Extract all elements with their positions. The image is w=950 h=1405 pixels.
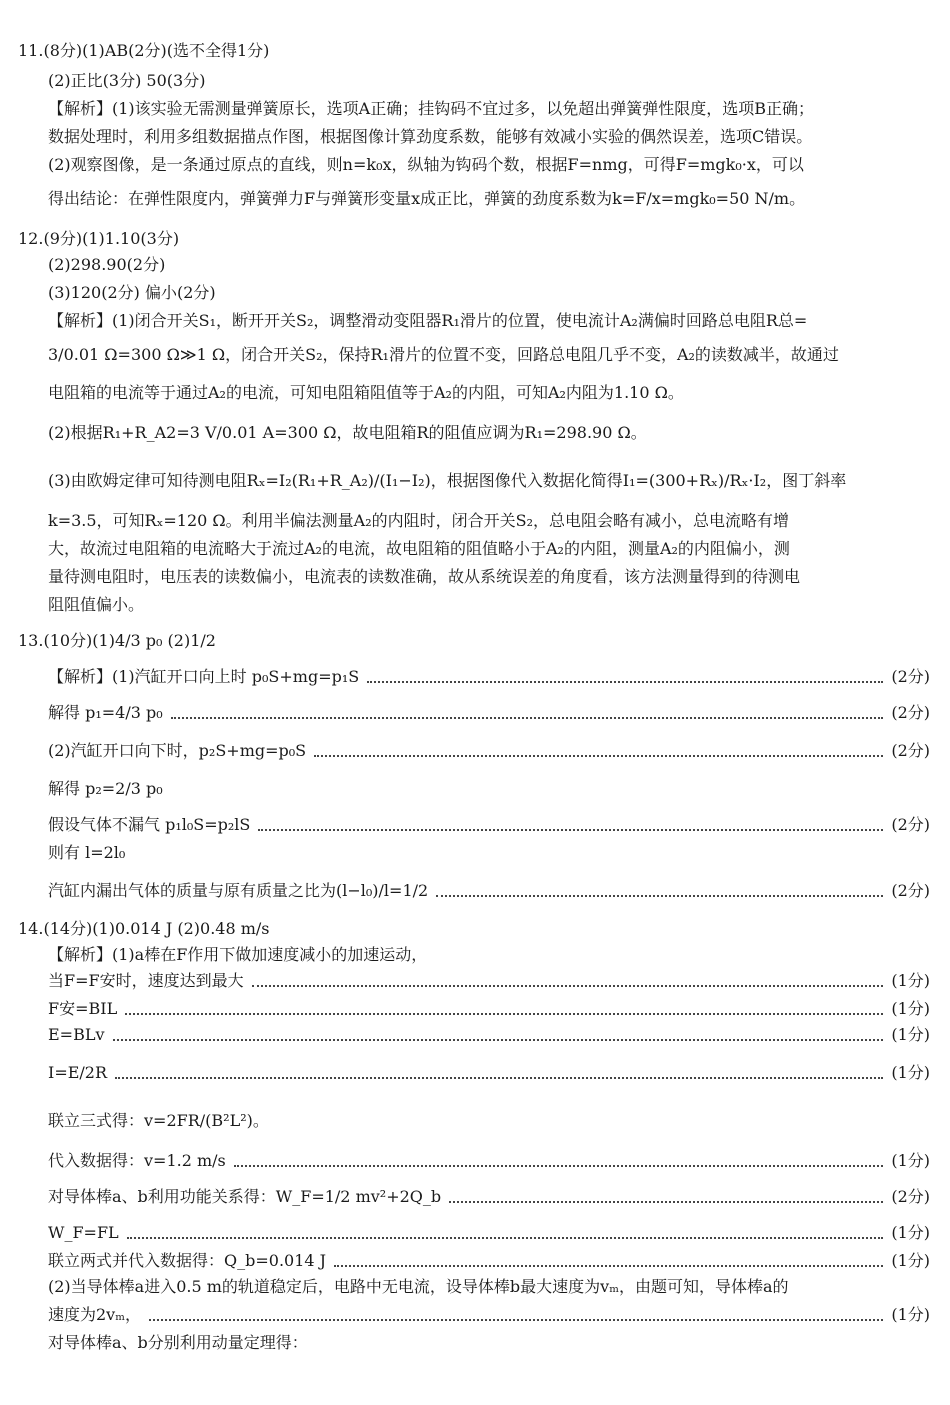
leader-dots — [334, 1264, 883, 1267]
q14-analysis-7: 联立三式得：v=2FR/(B²L²)。 — [48, 1111, 269, 1130]
q13-step-1-text: 【解析】(1)汽缸开口向上时 p₀S+mg=p₁S — [48, 667, 360, 686]
leader-dots — [127, 1236, 884, 1239]
q14-step-5-text: 代入数据得：v=1.2 m/s — [48, 1151, 226, 1170]
q14-step-4-text: I=E/2R — [48, 1063, 108, 1082]
q13-step-4: 解得 p₂=2/3 p₀ — [48, 779, 163, 798]
q13-step-7 — [48, 880, 930, 902]
q13-step-3 — [48, 740, 930, 762]
q14-step-8 — [48, 1250, 930, 1272]
q13-header: 13.(10分)(1)4/3 p₀ (2)1/2 — [18, 631, 216, 650]
q14-step-9-score: (1分) — [891, 1305, 930, 1324]
q14-step-1-score: (1分) — [891, 971, 930, 990]
q13-step-1-score: (2分) — [891, 667, 930, 686]
q11-analysis-3: (2)观察图像，是一条通过原点的直线，则n=k₀x，纵轴为钩码个数，根据F=nmg，可得F=mgk₀·x，可以 — [48, 155, 804, 174]
q13-step-3-text: (2)汽缸开口向下时，p₂S+mg=p₀S — [48, 741, 307, 760]
q12-analysis-7: 大，故流过电阻箱的电流略大于流过A₂的电流，故电阻箱的阻值略小于A₂的内阻，测量A₂的内阻偏小，测 — [48, 539, 790, 558]
leader-dots — [234, 1164, 884, 1167]
q14-step-1-text: 当F=F安时，速度达到最大 — [48, 971, 244, 990]
q12-analysis-5: (3)由欧姆定律可知待测电阻Rₓ=I₂(R₁+R_A₂)/(I₁−I₂)，根据图像代入数据化简得I₁=(300+Rₓ)/Rₓ·I₂，图丁斜率 — [48, 471, 847, 490]
q12-analysis-2: 3/0.01 Ω=300 Ω≫1 Ω，闭合开关S₂，保持R₁滑片的位置不变，回路总电阻几乎不变，A₂的读数减半，故通过 — [48, 345, 839, 364]
leader-dots — [314, 754, 883, 757]
q14-step-7 — [48, 1222, 930, 1244]
q14-step-6 — [48, 1186, 930, 1208]
q13-step-3-score: (2分) — [891, 741, 930, 760]
q12-analysis-8: 量待测电阻时，电压表的读数偏小，电流表的读数准确，故从系统误差的角度看，该方法测量得到的待测电 — [48, 567, 801, 586]
q14-header: 14.(14分)(1)0.014 J (2)0.48 m/s — [18, 919, 270, 938]
q12-analysis-1: 【解析】(1)闭合开关S₁，断开开关S₂，调整滑动变阻器R₁滑片的位置，使电流计A₂满偏时回路总电阻R总= — [48, 311, 808, 330]
q13-step-7-score: (2分) — [891, 881, 930, 900]
q14-step-3-score: (1分) — [891, 1025, 930, 1044]
q14-step-2-text: F安=BIL — [48, 999, 118, 1018]
leader-dots — [113, 1038, 884, 1041]
q14-step-7-score: (1分) — [891, 1223, 930, 1242]
leader-dots — [252, 984, 884, 987]
q14-step-9 — [48, 1304, 930, 1326]
leader-dots — [436, 894, 883, 897]
q12-analysis-3: 电阻箱的电流等于通过A₂的电流，可知电阻箱阻值等于A₂的内阻，可知A₂内阻为1.10 Ω。 — [48, 383, 684, 402]
q13-step-2-score: (2分) — [891, 703, 930, 722]
q14-step-1 — [48, 970, 930, 992]
q12-answer-3: (3)120(2分) 偏小(2分) — [48, 283, 216, 302]
q12-analysis-6: k=3.5，可知Rₓ=120 Ω。利用半偏法测量A₂的内阻时，闭合开关S₂，总电阻会略有减小，总电流略有增 — [48, 511, 790, 530]
leader-dots — [125, 1012, 883, 1015]
q14-analysis-1: 【解析】(1)a棒在F作用下做加速度减小的加速运动， — [48, 945, 428, 964]
q14-step-5 — [48, 1150, 930, 1172]
q13-step-2-text: 解得 p₁=4/3 p₀ — [48, 703, 163, 722]
q14-step-9-text: 速度为2vₘ， — [48, 1305, 142, 1324]
q14-analysis-13: (2)当导体棒a进入0.5 m的轨道稳定后，电路中无电流，设导体棒b最大速度为vₘ，由题可知，导体棒a的 — [48, 1277, 789, 1296]
q11-analysis-4: 得出结论：在弹性限度内，弹簧弹力F与弹簧形变量x成正比，弹簧的劲度系数为k=F/x=mgk₀=50 N/m。 — [48, 189, 806, 208]
q14-step-3 — [48, 1024, 930, 1046]
leader-dots — [115, 1076, 883, 1079]
q14-step-2 — [48, 998, 930, 1020]
q14-step-5-score: (1分) — [891, 1151, 930, 1170]
q14-step-7-text: W_F=FL — [48, 1223, 119, 1242]
leader-dots — [171, 716, 884, 719]
q14-step-4-score: (1分) — [891, 1063, 930, 1082]
q14-step-2-score: (1分) — [891, 999, 930, 1018]
q13-step-5 — [48, 814, 930, 836]
q14-step-8-score: (1分) — [891, 1251, 930, 1270]
q13-step-7-text: 汽缸内漏出气体的质量与原有质量之比为(l−l₀)/l=1/2 — [48, 881, 429, 900]
leader-dots — [367, 680, 883, 683]
q14-analysis-15: 对导体棒a、b分别利用动量定理得： — [48, 1333, 308, 1352]
q13-step-2 — [48, 702, 930, 724]
q13-step-1 — [48, 666, 930, 688]
q12-answer-2: (2)298.90(2分) — [48, 255, 166, 274]
q14-step-3-text: E=BLv — [48, 1025, 105, 1044]
q11-answer-2: (2)正比(3分) 50(3分) — [48, 71, 206, 90]
leader-dots — [149, 1318, 883, 1321]
q14-step-6-text: 对导体棒a、b利用功能关系得：W_F=1/2 mv²+2Q_b — [48, 1187, 442, 1206]
q12-header: 12.(9分)(1)1.10(3分) — [18, 229, 180, 248]
leader-dots — [258, 828, 883, 831]
q11-header: 11.(8分)(1)AB(2分)(选不全得1分) — [18, 41, 270, 60]
leader-dots — [449, 1200, 883, 1203]
q12-analysis-9: 阻阻值偏小。 — [48, 595, 145, 614]
q13-step-6: 则有 l=2l₀ — [48, 843, 126, 862]
q11-analysis-2: 数据处理时，利用多组数据描点作图，根据图像计算劲度系数，能够有效减小实验的偶然误差，选项C错误。 — [48, 127, 813, 146]
q13-step-5-score: (2分) — [891, 815, 930, 834]
q14-step-4 — [48, 1062, 930, 1084]
q11-analysis-1: 【解析】(1)该实验无需测量弹簧原长，选项A正确；挂钩码不宜过多，以免超出弹簧弹性限度，选项B正确； — [48, 99, 814, 118]
q14-step-8-text: 联立两式并代入数据得：Q_b=0.014 J — [48, 1251, 327, 1270]
q13-step-5-text: 假设气体不漏气 p₁l₀S=p₂lS — [48, 815, 251, 834]
q12-analysis-4: (2)根据R₁+R_A2=3 V/0.01 A=300 Ω，故电阻箱R的阻值应调为R₁=298.90 Ω。 — [48, 423, 647, 442]
q14-step-6-score: (2分) — [891, 1187, 930, 1206]
